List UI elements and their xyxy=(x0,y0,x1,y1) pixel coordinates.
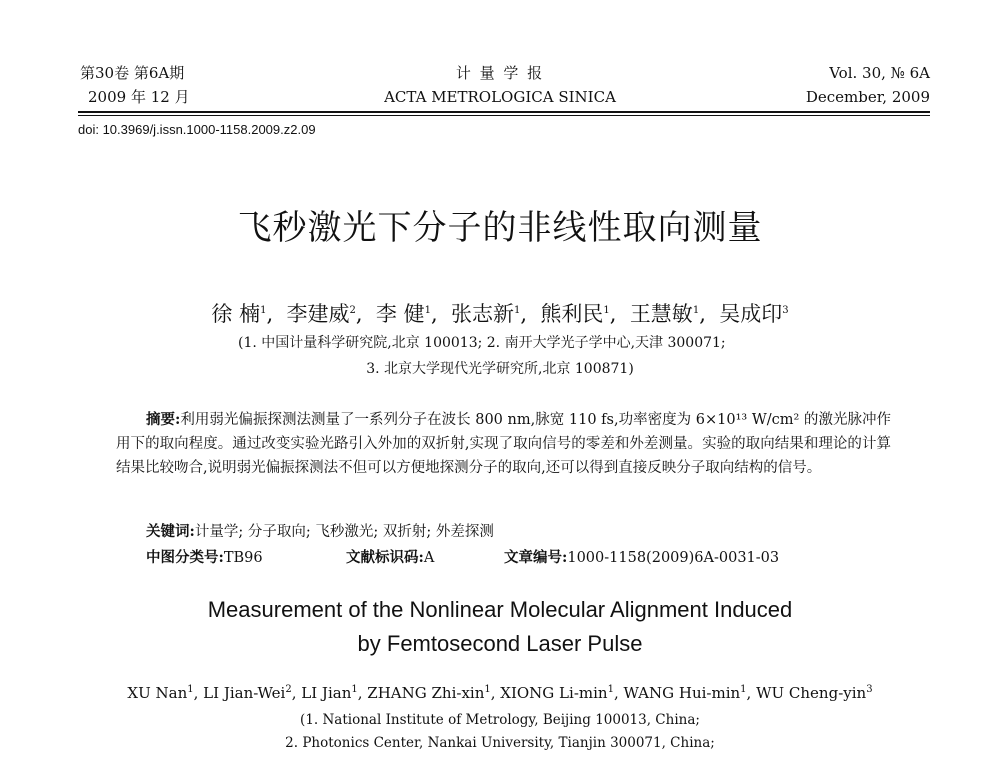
author-cn: 熊利民$^1$ xyxy=(540,302,610,326)
title-en-line2: by Femtosecond Laser Pulse xyxy=(357,631,643,656)
affiliation-cn-line2: 3. 北京大学现代光学研究所,北京 100871) xyxy=(366,361,634,377)
doc-label: 文献标识码: xyxy=(346,549,424,566)
author-cn: 李建威$^2$ xyxy=(286,302,356,326)
article-number xyxy=(504,546,779,567)
author-en: ZHANG Zhi-xin$^1$ xyxy=(367,684,491,702)
author-en: LI Jian$^1$ xyxy=(301,684,358,702)
doc-value: A xyxy=(423,550,435,566)
journal-name-en: ACTA METROLOGICA SINICA xyxy=(384,88,616,106)
article-label: 文章编号: xyxy=(504,549,568,566)
title-cn: 飞秒激光下分子的非线性取向测量 xyxy=(237,208,763,248)
affiliation-en-line1: (1. National Institute of Metrology, Beijing 100013, China; xyxy=(300,712,700,728)
header-rule-thin xyxy=(78,115,930,116)
affiliation-cn-line1: (1. 中国计量科学研究院,北京 100013; 2. 南开大学光子学中心,天津 300071; xyxy=(238,335,726,351)
keywords-label: 关键词: xyxy=(146,523,195,540)
journal-name-cn: 计 量 学 报 xyxy=(455,64,545,82)
article-value: 1000-1158(2009)6A-0031-03 xyxy=(567,550,780,566)
volume-cn: 第30卷 第6A期 xyxy=(80,64,185,82)
abstract-label: 摘要: xyxy=(146,411,181,428)
author-cn: 张志新$^1$ xyxy=(451,302,521,326)
clc xyxy=(146,546,263,567)
date-en: December, 2009 xyxy=(805,88,930,106)
abstract-text: 利用弱光偏振探测法测量了一系列分子在波长 800 nm,脉宽 110 fs,功率密度为 6×10¹³ W/cm² 的激光脉冲作用下的取向程度。通过改变实验光路引入外加的双折射,实现了取向信号的零差和外差测量。实验的取向结果和理论的计算结果比较吻合,说明弱光偏振探测法不但可以方便地探测分子的取向,还可以得到直接反映分子取向结构的信号。 xyxy=(116,412,891,476)
doi: doi: 10.3969/j.issn.1000-1158.2009.z2.09 xyxy=(78,122,316,137)
document-code xyxy=(346,546,434,567)
keywords xyxy=(146,520,494,541)
abstract xyxy=(116,408,891,480)
author-cn: 王慧敏$^1$ xyxy=(629,302,700,326)
author-cn: 徐 楠$^1$ xyxy=(211,302,267,326)
author-en: LI Jian-Wei$^2$ xyxy=(203,684,292,702)
author-cn: 吴成印$^3$ xyxy=(719,302,789,326)
author-en: XIONG $Li-\min^1$ xyxy=(500,684,614,702)
author-en: XU Nan$^1$ xyxy=(127,684,194,702)
clc-label: 中图分类号: xyxy=(146,549,224,566)
author-en: WANG Hui-$\min^1$ xyxy=(623,684,747,702)
clc-value: TB96 xyxy=(223,550,263,566)
header-rule-thick xyxy=(78,111,930,113)
volume-en: Vol. 30, № 6A xyxy=(829,64,930,82)
title-en-line1: Measurement of the Nonlinear Molecular Alignment Induced xyxy=(207,597,793,622)
authors-en: XU Nan$^1$, LI Jian-Wei$^2$, LI Jian$^1$, ZHANG Zhi-xin$^1$, XIONG $Li-\min^1$, WANG Hui-$\min^1$, WU Cheng-yin$^3$ xyxy=(127,684,873,702)
authors-cn: 徐 楠$^1$, 李建威$^2$, 李 健$^1$, 张志新$^1$, 熊利民$^1$, 王慧敏$^1$, 吴成印$^3$ xyxy=(211,302,789,326)
affiliation-en-line2: 2. Photonics Center, Nankai University, Tianjin 300071, China; xyxy=(285,735,715,751)
author-cn: 李 健$^1$ xyxy=(375,302,431,326)
keywords-text: 计量学; 分子取向; 飞秒激光; 双折射; 外差探测 xyxy=(194,524,494,540)
date-cn: 2009 年 12 月 xyxy=(88,88,190,106)
author-en: WU Cheng-yin$^3$ xyxy=(756,684,873,702)
